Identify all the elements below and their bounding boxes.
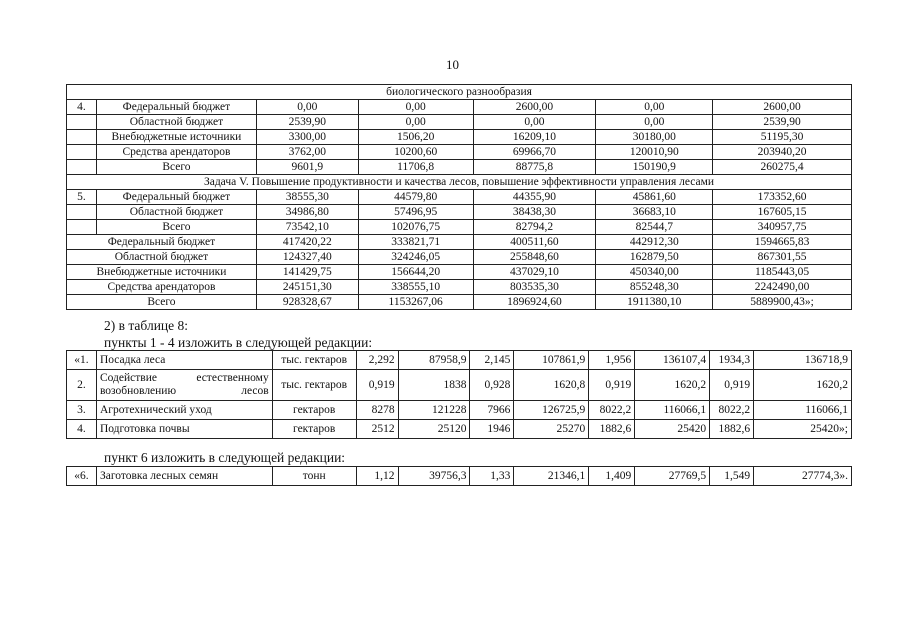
amount-cell: 855248,30: [596, 280, 713, 295]
unit-cell: гектаров: [272, 420, 356, 439]
amount-cell: 2600,00: [473, 100, 596, 115]
amount-cell: 0,00: [256, 100, 358, 115]
row-number: «1.: [67, 351, 97, 370]
value-cell: 27769,5: [635, 467, 710, 486]
table-row: [67, 351, 852, 370]
value-cell: 136718,9: [754, 351, 852, 370]
amount-cell: 9601,9: [256, 160, 358, 175]
value-cell: 126725,9: [514, 401, 589, 420]
value-cell: 121228: [398, 401, 470, 420]
value-cell: 0,919: [589, 370, 635, 401]
row-number: 2.: [67, 370, 97, 401]
value-cell: 1,12: [356, 467, 398, 486]
amount-cell: 2539,90: [713, 115, 852, 130]
amount-cell: 803535,30: [473, 280, 596, 295]
table-row: [67, 175, 852, 190]
value-cell: 1620,2: [635, 370, 710, 401]
value-cell: 25120: [398, 420, 470, 439]
amount-cell: 417420,22: [256, 235, 358, 250]
value-cell: 1620,2: [754, 370, 852, 401]
activity-name: Подготовка почвы: [96, 420, 272, 439]
amount-cell: 69966,70: [473, 145, 596, 160]
amount-cell: 245151,30: [256, 280, 358, 295]
amount-cell: 16209,10: [473, 130, 596, 145]
funding-source: Внебюджетные источники: [67, 265, 257, 280]
amount-cell: 141429,75: [256, 265, 358, 280]
table-row: [67, 280, 852, 295]
amount-cell: 36683,10: [596, 205, 713, 220]
value-cell: 136107,4: [635, 351, 710, 370]
value-cell: 2,292: [356, 351, 398, 370]
amount-cell: 82544,7: [596, 220, 713, 235]
value-cell: 2512: [356, 420, 398, 439]
table-row: [67, 205, 852, 220]
row-number: [67, 115, 97, 130]
value-cell: 8022,2: [589, 401, 635, 420]
items-1-4-heading: пункты 1 - 4 изложить в следующей редакции:: [104, 335, 373, 350]
amount-cell: 0,00: [596, 100, 713, 115]
value-cell: 116066,1: [754, 401, 852, 420]
table-row: [67, 145, 852, 160]
funding-source: Областной бюджет: [96, 115, 256, 130]
amount-cell: 338555,10: [358, 280, 473, 295]
unit-cell: тыс. гектаров: [272, 351, 356, 370]
funding-source: Областной бюджет: [96, 205, 256, 220]
row-number: [67, 205, 97, 220]
funding-source: Всего: [96, 220, 256, 235]
amount-cell: 928328,67: [256, 295, 358, 310]
funding-source: Федеральный бюджет: [96, 190, 256, 205]
amount-cell: 400511,60: [473, 235, 596, 250]
amount-cell: 0,00: [596, 115, 713, 130]
row-number: 5.: [67, 190, 97, 205]
row-number: 4.: [67, 420, 97, 439]
funding-source: Областной бюджет: [67, 250, 257, 265]
row-number: [67, 145, 97, 160]
amount-cell: 3762,00: [256, 145, 358, 160]
value-cell: 27774,3».: [754, 467, 852, 486]
table-row: [67, 220, 852, 235]
row-number: [67, 130, 97, 145]
unit-cell: тыс. гектаров: [272, 370, 356, 401]
value-cell: 1,33: [470, 467, 514, 486]
value-cell: 25420: [635, 420, 710, 439]
table-row: [67, 265, 852, 280]
value-cell: 25420»;: [754, 420, 852, 439]
unit-cell: тонн: [272, 467, 356, 486]
amount-cell: 324246,05: [358, 250, 473, 265]
amount-cell: 3300,00: [256, 130, 358, 145]
amount-cell: 120010,90: [596, 145, 713, 160]
table-row: [67, 401, 852, 420]
table-row: [67, 115, 852, 130]
amount-cell: 203940,20: [713, 145, 852, 160]
value-cell: 1838: [398, 370, 470, 401]
activity-name: Заготовка лесных семян: [96, 467, 272, 486]
value-cell: 1,409: [589, 467, 635, 486]
funding-source: Внебюджетные источники: [96, 130, 256, 145]
funding-source: Средства арендаторов: [96, 145, 256, 160]
value-cell: 1882,6: [710, 420, 754, 439]
unit-cell: гектаров: [272, 401, 356, 420]
amount-cell: 44355,90: [473, 190, 596, 205]
amount-cell: 1594665,83: [713, 235, 852, 250]
value-cell: 8022,2: [710, 401, 754, 420]
page-number: 10: [446, 57, 459, 72]
amount-cell: 82794,2: [473, 220, 596, 235]
activity-name: Агротехнический уход: [96, 401, 272, 420]
amount-cell: 10200,60: [358, 145, 473, 160]
table-row: [67, 370, 852, 401]
section-title: биологического разнообразия: [67, 85, 852, 100]
value-cell: 116066,1: [635, 401, 710, 420]
amount-cell: 1153267,06: [358, 295, 473, 310]
funding-source: Всего: [96, 160, 256, 175]
value-cell: 7966: [470, 401, 514, 420]
table-row: [67, 295, 852, 310]
amount-cell: 73542,10: [256, 220, 358, 235]
activity-name: Посадка леса: [96, 351, 272, 370]
amount-cell: 167605,15: [713, 205, 852, 220]
value-cell: 0,928: [470, 370, 514, 401]
amount-cell: 44579,80: [358, 190, 473, 205]
amount-cell: 0,00: [358, 100, 473, 115]
value-cell: 107861,9: [514, 351, 589, 370]
funding-source: Всего: [67, 295, 257, 310]
amount-cell: 442912,30: [596, 235, 713, 250]
value-cell: 8278: [356, 401, 398, 420]
amount-cell: 162879,50: [596, 250, 713, 265]
row-number: [67, 220, 97, 235]
row-number: 4.: [67, 100, 97, 115]
amount-cell: 38555,30: [256, 190, 358, 205]
amount-cell: 2242490,00: [713, 280, 852, 295]
amount-cell: 124327,40: [256, 250, 358, 265]
amount-cell: 0,00: [358, 115, 473, 130]
amount-cell: 102076,75: [358, 220, 473, 235]
amount-cell: 5889900,43»;: [713, 295, 852, 310]
amount-cell: 45861,60: [596, 190, 713, 205]
activity-name: Содействие естественному возобновлению лесов: [96, 370, 272, 401]
amount-cell: 260275,4: [713, 160, 852, 175]
amount-cell: 1185443,05: [713, 265, 852, 280]
funding-source: Средства арендаторов: [67, 280, 257, 295]
value-cell: 1882,6: [589, 420, 635, 439]
amount-cell: 150190,9: [596, 160, 713, 175]
amount-cell: 1506,20: [358, 130, 473, 145]
budget-table: [66, 84, 852, 310]
amount-cell: 30180,00: [596, 130, 713, 145]
amount-cell: 38438,30: [473, 205, 596, 220]
funding-source: Федеральный бюджет: [67, 235, 257, 250]
table-row: [67, 420, 852, 439]
amount-cell: 1911380,10: [596, 295, 713, 310]
row-number: 3.: [67, 401, 97, 420]
item-6-heading: пункт 6 изложить в следующей редакции:: [104, 450, 346, 465]
value-cell: 2,145: [470, 351, 514, 370]
amount-cell: 255848,60: [473, 250, 596, 265]
amount-cell: 11706,8: [358, 160, 473, 175]
amount-cell: 437029,10: [473, 265, 596, 280]
amount-cell: 51195,30: [713, 130, 852, 145]
table-row: [67, 160, 852, 175]
value-cell: 87958,9: [398, 351, 470, 370]
amount-cell: 333821,71: [358, 235, 473, 250]
plan-table-item-6: [66, 466, 852, 486]
plan-table-items-1-4: [66, 350, 852, 439]
amount-cell: 867301,55: [713, 250, 852, 265]
table-row: [67, 250, 852, 265]
value-cell: 25270: [514, 420, 589, 439]
table-row: [67, 190, 852, 205]
row-number: [67, 160, 97, 175]
amount-cell: 57496,95: [358, 205, 473, 220]
amount-cell: 340957,75: [713, 220, 852, 235]
amount-cell: 34986,80: [256, 205, 358, 220]
table-8-heading: 2) в таблице 8:: [104, 318, 189, 333]
table-row: [67, 235, 852, 250]
amount-cell: 2539,90: [256, 115, 358, 130]
amount-cell: 2600,00: [713, 100, 852, 115]
value-cell: 0,919: [356, 370, 398, 401]
value-cell: 1,549: [710, 467, 754, 486]
value-cell: 1620,8: [514, 370, 589, 401]
table-row: [67, 130, 852, 145]
amount-cell: 1896924,60: [473, 295, 596, 310]
value-cell: 0,919: [710, 370, 754, 401]
amount-cell: 156644,20: [358, 265, 473, 280]
value-cell: 1,956: [589, 351, 635, 370]
table-row: [67, 467, 852, 486]
section-title: Задача V. Повышение продуктивности и качества лесов, повышение эффективности управления лесами: [67, 175, 852, 190]
amount-cell: 173352,60: [713, 190, 852, 205]
funding-source: Федеральный бюджет: [96, 100, 256, 115]
amount-cell: 450340,00: [596, 265, 713, 280]
value-cell: 21346,1: [514, 467, 589, 486]
table-row: [67, 85, 852, 100]
value-cell: 1946: [470, 420, 514, 439]
row-number: «6.: [67, 467, 97, 486]
value-cell: 39756,3: [398, 467, 470, 486]
table-row: [67, 100, 852, 115]
amount-cell: 88775,8: [473, 160, 596, 175]
value-cell: 1934,3: [710, 351, 754, 370]
amount-cell: 0,00: [473, 115, 596, 130]
